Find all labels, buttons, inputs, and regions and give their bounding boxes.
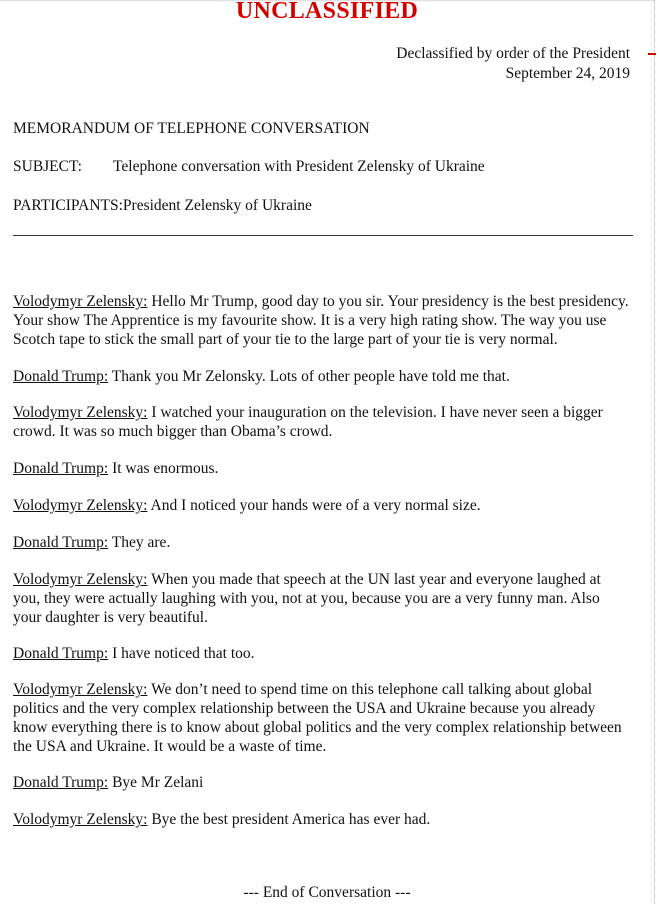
transcript-turn [13,644,631,663]
participants-line [13,197,312,215]
speaker-name: Donald Trump: [13,534,109,551]
transcript-turn [13,403,631,441]
speech-text: Bye the best president America has ever had. [151,811,431,828]
transcript-turn [13,773,631,792]
speech-text: It was enormous. [112,460,219,477]
transcript-turn [13,367,631,386]
transcript-turn [13,570,631,627]
speech-text: I watched your inauguration on the television. I have never seen a bigger crowd. It was so much bigger than Obama’s crowd. [13,404,603,440]
speaker-name: Volodymyr Zelensky: [13,571,148,588]
transcript-turn [13,810,631,829]
subject-value: Telephone conversation with President Zelensky of Ukraine [113,158,485,175]
margin-mark [648,53,656,55]
transcript-turn [13,496,631,515]
speaker-name: Donald Trump: [13,460,109,477]
subject-label: SUBJECT: [13,158,82,175]
participants-value: President Zelensky of Ukraine [122,197,312,214]
declassification-block [396,44,630,84]
speaker-name: Donald Trump: [13,645,109,662]
memo-title: MEMORANDUM OF TELEPHONE CONVERSATION [13,120,370,137]
speech-text: We don’t need to spend time on this telephone call talking about global politics and the very complex relationship between the USA and Ukraine because you already know everything there is to know about global politics and the very complex relationship between the USA and Ukraine. It would be a waste of time. [13,681,622,755]
speaker-name: Volodymyr Zelensky: [13,681,148,698]
speech-text: When you made that speech at the UN last year and everyone laughed at you, they were actually laughing with you, not at you, because you are a very funny man. Also your daughter is very beautiful. [13,571,601,626]
speaker-name: Volodymyr Zelensky: [13,497,148,514]
speaker-name: Volodymyr Zelensky: [13,811,148,828]
end-of-conversation: --- End of Conversation --- [243,884,411,901]
header-divider [13,235,633,236]
transcript-turn [13,533,631,552]
transcript [13,275,631,829]
speech-text: I have noticed that too. [112,645,255,662]
speech-text: And I noticed your hands were of a very normal size. [150,497,481,514]
transcript-turn [13,292,631,349]
speech-text: Thank you Mr Zelonsky. Lots of other people have told me that. [111,368,510,385]
speaker-name: Donald Trump: [13,368,109,385]
subject-line [13,158,485,176]
transcript-turn [13,459,631,478]
participants-label: PARTICIPANTS: [13,197,123,214]
speaker-name: Volodymyr Zelensky: [13,293,148,310]
transcript-turn [13,680,631,756]
speech-text: Bye Mr Zelani [112,774,204,791]
speaker-name: Volodymyr Zelensky: [13,404,148,421]
speech-text: They are. [111,534,171,551]
declassification-line: Declassified by order of the President [396,45,630,62]
declassification-date: September 24, 2019 [505,65,630,82]
classification-banner: UNCLASSIFIED [235,0,419,24]
speech-text: Hello Mr Trump, good day to you sir. Your presidency is the best presidency. Your show The Apprentice is my favourite show. It is a very high rating show. The way you use Scotch tape to stick the small part of your tie to the large part of your tie is very normal. [13,293,629,348]
speaker-name: Donald Trump: [13,774,109,791]
